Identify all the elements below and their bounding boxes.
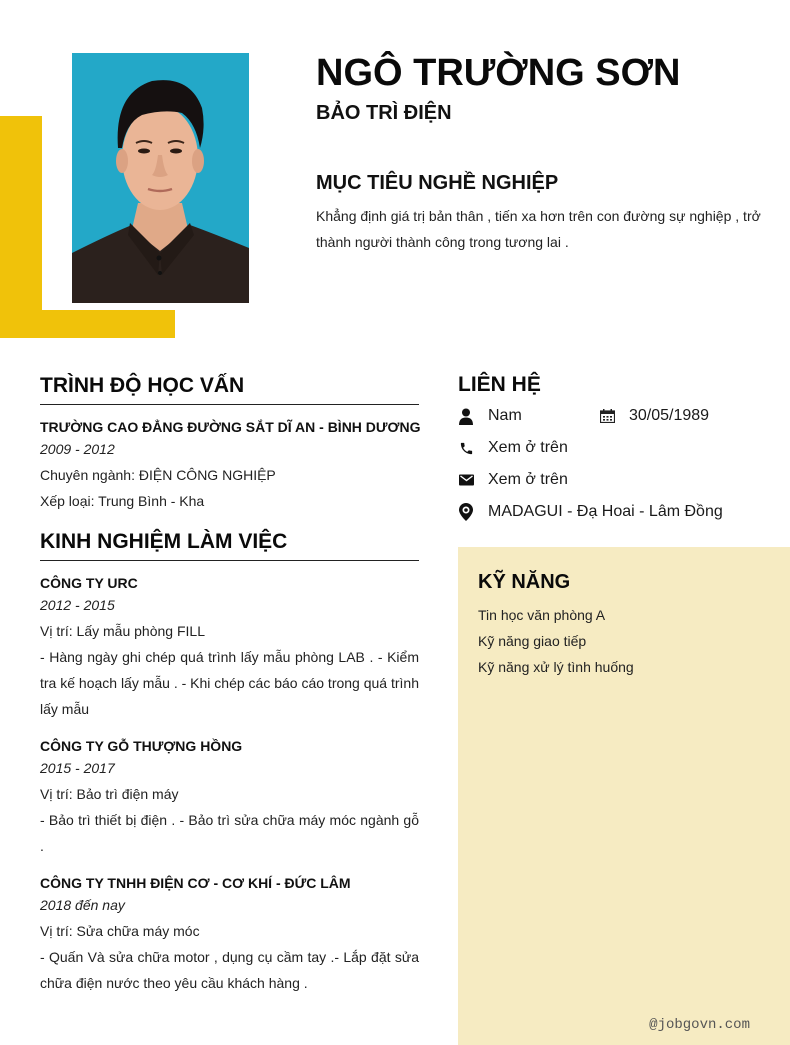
contact-address bbox=[458, 501, 723, 523]
watermark: @jobgovn.com bbox=[649, 1017, 750, 1033]
job-title: BẢO TRÌ ĐIỆN bbox=[316, 102, 452, 124]
person-icon bbox=[458, 407, 474, 425]
experience-period: 2012 - 2015 bbox=[40, 597, 115, 613]
skill-item: Tin học văn phòng A bbox=[478, 607, 606, 623]
experience-entry bbox=[40, 736, 419, 859]
experience-description: - Quấn Và sửa chữa motor , dụng cụ cầm tay .- Lắp đặt sửa chữa điện nước theo yêu cầu khách hàng . bbox=[40, 949, 419, 991]
experience-period: 2018 đến nay bbox=[40, 897, 125, 913]
skill-item: Kỹ năng xử lý tình huống bbox=[478, 659, 634, 675]
skills-list bbox=[478, 602, 634, 680]
contact-heading: LIÊN HỆ bbox=[458, 373, 541, 396]
address-value: MADAGUI - Đạ Hoai - Lâm Đồng bbox=[488, 503, 723, 520]
company-name: CÔNG TY URC bbox=[40, 575, 138, 591]
location-pin-icon bbox=[458, 503, 474, 521]
company-name: CÔNG TY TNHH ĐIỆN CƠ - CƠ KHÍ - ĐỨC LÂM bbox=[40, 875, 351, 891]
decorative-yellow-bar-horizontal bbox=[0, 310, 175, 338]
education-period: 2009 - 2012 bbox=[40, 441, 115, 457]
phone-value: Xem ở trên bbox=[488, 439, 568, 456]
education-heading: TRÌNH ĐỘ HỌC VẤN bbox=[40, 374, 419, 405]
profile-photo bbox=[72, 53, 249, 303]
experience-description: - Bảo trì thiết bị điện . - Bảo trì sửa chữa máy móc ngành gỗ . bbox=[40, 812, 419, 854]
contact-email bbox=[458, 469, 568, 491]
experience-entry bbox=[40, 873, 419, 996]
mail-icon bbox=[458, 471, 474, 489]
experience-position: Vị trí: Sửa chữa máy móc bbox=[40, 923, 200, 939]
experience-position: Vị trí: Lấy mẫu phòng FILL bbox=[40, 623, 205, 639]
birthday-value: 30/05/1989 bbox=[629, 407, 710, 424]
left-column bbox=[40, 374, 419, 996]
experience-heading: KINH NGHIỆM LÀM VIỆC bbox=[40, 530, 419, 561]
experience-position: Vị trí: Bảo trì điện máy bbox=[40, 786, 179, 802]
calendar-icon bbox=[599, 407, 615, 425]
candidate-name: NGÔ TRƯỜNG SƠN bbox=[316, 52, 681, 94]
education-rank: Xếp loại: Trung Bình - Kha bbox=[40, 493, 205, 509]
skills-panel bbox=[458, 547, 790, 1045]
gender-value: Nam bbox=[488, 407, 522, 424]
company-name: CÔNG TY GỖ THƯỢNG HỒNG bbox=[40, 738, 243, 754]
education-major: Chuyên ngành: ĐIỆN CÔNG NGHIỆP bbox=[40, 467, 276, 483]
experience-entry bbox=[40, 573, 419, 722]
contact-gender bbox=[458, 405, 522, 427]
skills-heading: KỸ NĂNG bbox=[478, 571, 571, 593]
phone-icon bbox=[458, 439, 474, 457]
education-entry bbox=[40, 417, 419, 514]
contact-birthday bbox=[599, 405, 709, 427]
email-value: Xem ở trên bbox=[488, 471, 568, 488]
experience-period: 2015 - 2017 bbox=[40, 760, 115, 776]
objective-text: Khẳng định giá trị bản thân , tiến xa hơn trên con đường sự nghiệp , trở thành người thành công trong tương lai . bbox=[316, 208, 761, 250]
decorative-yellow-bar-vertical bbox=[0, 116, 42, 338]
experience-description: - Hàng ngày ghi chép quá trình lấy mẫu phòng LAB . - Kiểm tra kế hoạch lấy mẫu . - Khi chép các báo cáo trong quá trình lấy mẫu bbox=[40, 649, 419, 717]
contact-phone bbox=[458, 437, 568, 459]
skill-item: Kỹ năng giao tiếp bbox=[478, 633, 587, 649]
school-name: TRƯỜNG CAO ĐẲNG ĐƯỜNG SẮT DĨ AN - BÌNH DƯƠNG bbox=[40, 419, 421, 435]
objective-heading: MỤC TIÊU NGHỀ NGHIỆP bbox=[316, 172, 559, 194]
